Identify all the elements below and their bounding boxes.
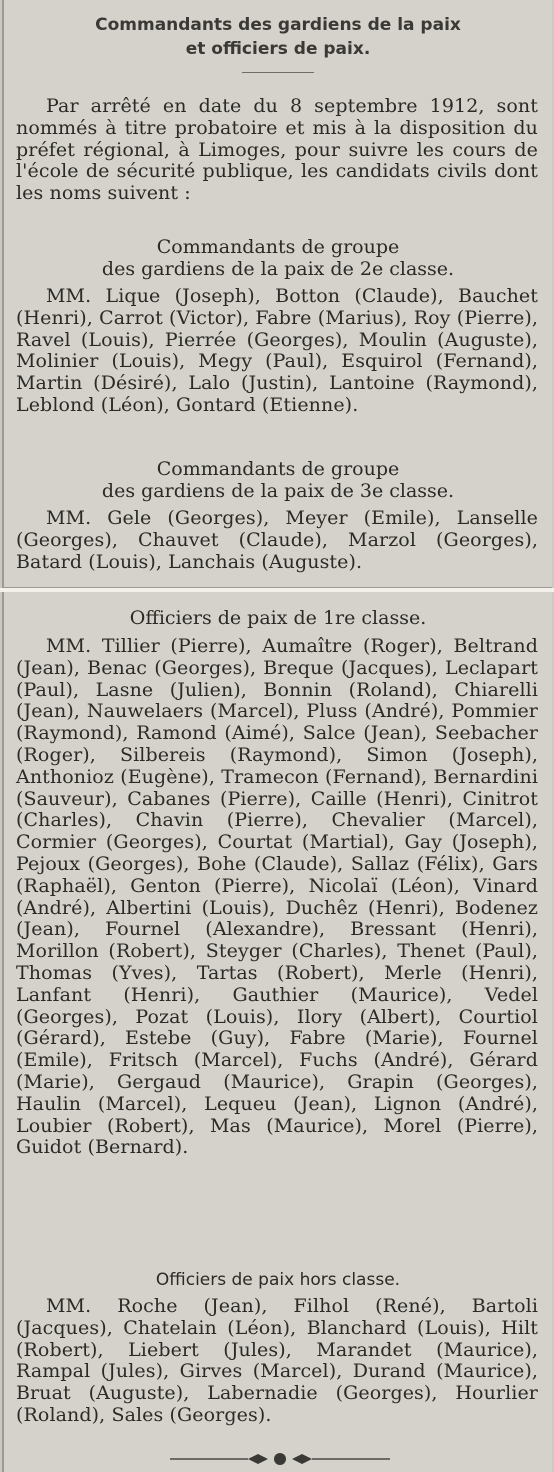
article-title-line2: et officiers de paix. — [185, 39, 371, 59]
title-rule — [242, 72, 314, 73]
group1-names: MM. Lique (Joseph), Botton (Claude), Bauchet (Henri), Carrot (Victor), Fabre (Marius), Roy (Pierre), Ravel (Louis), Pierrée (Georges), Moulin (Auguste), Molinier (Louis), Megy (Paul), Esquirol (Fernand), Martin (Désiré), Lalo (Justin), Lantoine (Raymond), Leblond (Léon), Gontard (Etienne). — [16, 285, 538, 416]
group2-heading — [4, 458, 552, 502]
clipping-bottom — [2, 592, 552, 1472]
group2-heading-line2: des gardiens de la paix de 3e classe. — [101, 480, 455, 502]
group1-heading-line1: Commandants de groupe — [156, 236, 400, 258]
group1-heading — [4, 236, 552, 280]
article-title-line1: Commandants des gardiens de la paix — [95, 15, 461, 35]
end-ornament — [170, 1451, 390, 1467]
intro-paragraph: Par arrêté en date du 8 septembre 1912, sont nommés à titre probatoire et mis à la disposition du préfet régional, à Limoges, pour suivre les cours de l'école de sécurité publique, les candidats civils dont les noms suivent : — [16, 95, 538, 205]
group2-names: MM. Gele (Georges), Meyer (Emile), Lanselle (Georges), Chauvet (Claude), Marzol (Georges), Batard (Louis), Lanchais (Auguste). — [16, 507, 538, 573]
officiers-1re-classe-names: MM. Tillier (Pierre), Aumaître (Roger), Beltrand (Jean), Benac (Georges), Breque (Jacques), Leclapart (Paul), Lasne (Julien), Bonnin (Roland), Chiarelli (Jean), Nauwelaers (Marcel), Pluss (André), Pommier (Raymond), Ramond (Aimé), Salce (Jean), Seebacher (Roger), Silbereis (Raymond), Simon (Joseph), Anthonioz (Eugène), Tramecon (Fernand), Bernardini (Sauveur), Cabanes (Pierre), Caille (Henri), Cinitrot (Charles), Chavin (Pierre), Chevalier (Marcel), Cormier (Georges), Courtat (Martial), Gay (Joseph), Pejoux (Georges), Bohe (Claude), Sallaz (Félix), Gars (Raphaël), Genton (Pierre), Nicolaï (Léon), Vinard (André), Albertini (Louis), Duchêz (Henri), Bodenez (Jean), Fournel (Alexandre), Bressant (Henri), Morillon (Robert), Steyger (Charles), Thenet (Paul), Thomas (Yves), Tartas (Robert), Merle (Henri), Lanfant (Henri), Gauthier (Maurice), Vedel (Georges), Pozat (Louis), Ilory (Albert), Courtiol (Gérard), Estebe (Guy), Fabre (Marie), Fournel (Emile), Fritsch (Marcel), Fuchs (André), Gérard (Marie), Gergaud (Maurice), Grapin (Georges), Haulin (Marcel), Lequeu (Jean), Lignon (André), Loubier (Robert), Mas (Maurice), Morel (Pierre), Guidot (Bernard). — [16, 635, 538, 1159]
officiers-1re-classe-heading: Officiers de paix de 1re classe. — [129, 607, 427, 629]
clipping-top — [2, 0, 552, 588]
group2-heading-line1: Commandants de groupe — [156, 458, 400, 480]
group1-heading-line2: des gardiens de la paix de 2e classe. — [101, 258, 455, 280]
officiers-hors-classe-heading: Officiers de paix hors classe. — [155, 1270, 401, 1290]
officiers-hors-classe-names: MM. Roche (Jean), Filhol (René), Bartoli (Jacques), Chatelain (Léon), Blanchard (Louis), Hilt (Robert), Liebert (Jules), Marandet (Maurice), Rampal (Jules), Girves (Marcel), Durand (Maurice), Bruat (Auguste), Labernadie (Georges), Hourlier (Roland), Sales (Georges). — [16, 1295, 538, 1426]
